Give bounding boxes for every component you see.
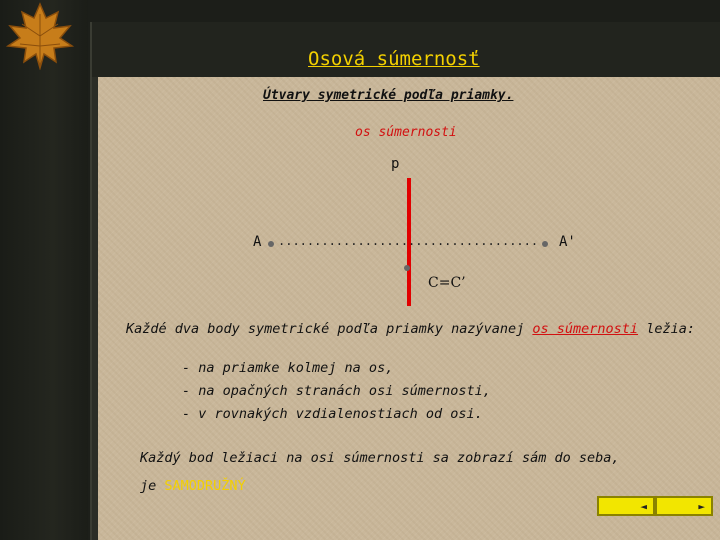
bullet-item: - na priamke kolmej na os, [182,360,394,376]
closing-prefix: je [140,478,165,494]
bullet-item: - v rovnakých vzdialenostiach od osi. [182,406,483,422]
content-panel [98,77,720,540]
next-arrow-icon: ► [698,499,705,513]
point-a-prime-dot [542,241,548,247]
point-c-dot [404,265,410,271]
point-c-label: C=C’ [428,275,466,291]
axis-name: p [391,156,400,172]
left-decor-strip [0,0,88,540]
point-a-dot [268,241,274,247]
definition-highlight: os súmernosti [532,321,639,337]
next-slide-button[interactable] [655,496,713,516]
definition-part1: Každé dva body symetrické podľa priamky nazývanej [126,321,533,337]
closing-line-1: Každý bod ležiaci na osi súmernosti sa zobrazí sám do seba, [140,450,620,466]
point-a-prime-label: A' [559,234,576,250]
definition-part2: ležia: [638,321,695,337]
slide-title: Osová súmernosť [308,48,480,70]
dotted-segment: .................................... [278,234,539,248]
slide-subtitle: Útvary symetrické podľa priamky. [263,88,514,103]
prev-slide-button[interactable] [597,496,655,516]
definition-sentence [126,321,695,337]
bullet-item: - na opačných stranách osi súmernosti, [182,383,491,399]
closing-line-2 [140,478,246,494]
samodruzny-highlight: SAMODRUŽNÝ [164,478,246,494]
point-a-label: A [253,234,262,250]
axis-caption: os súmernosti [355,125,457,140]
maple-leaf-icon [0,0,80,70]
prev-arrow-icon: ◄ [640,499,647,513]
top-band [88,0,720,22]
